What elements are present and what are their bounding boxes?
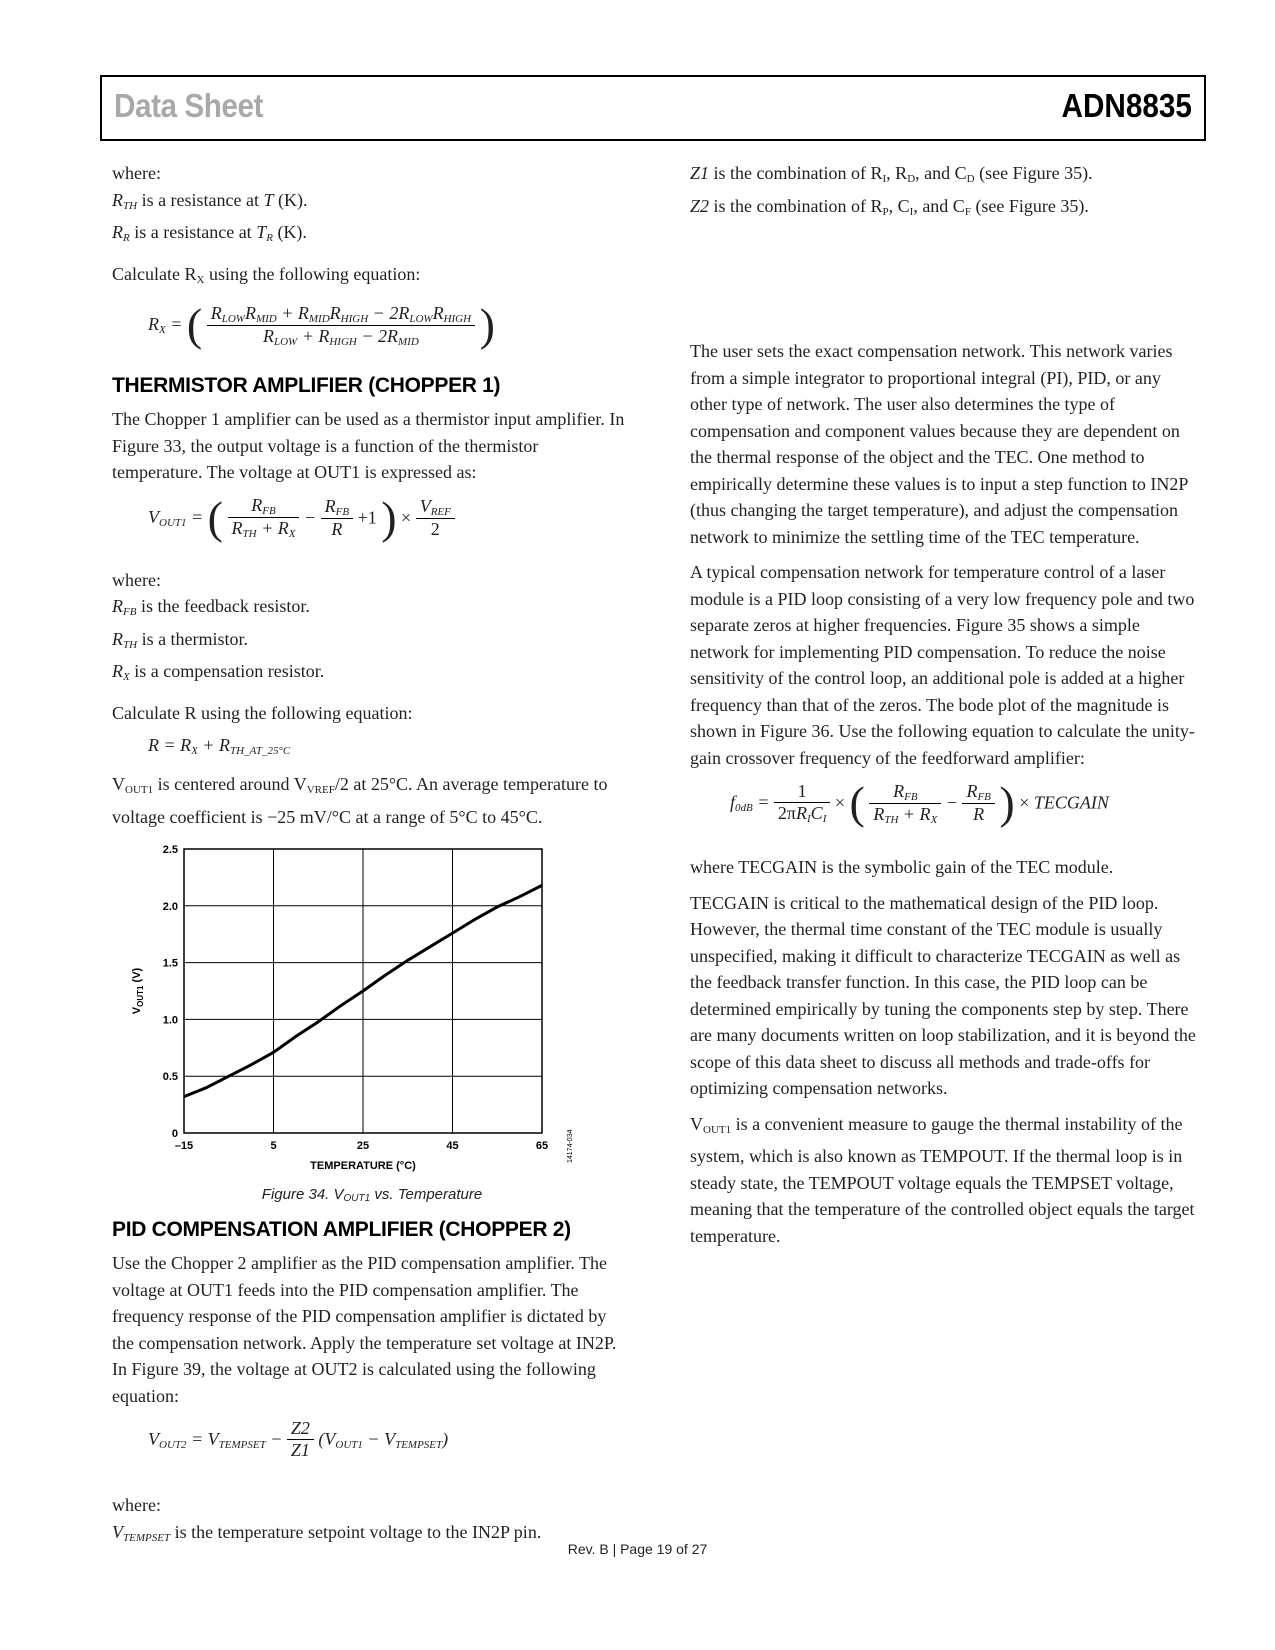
where-label-3: where: <box>112 1495 161 1515</box>
rx-equation: $R_X$ = ( $\frac{R_{LOW}R_{MID} + R_{MID}R_{HIGH} - 2R_{LOW}R_{HIGH}}{R_{LOW} + R_{HIGH} - 2R_{MID}}$ ) <box>148 299 495 350</box>
figure-34-caption: Figure 34. VOUT1 vs. Temperature <box>261 1186 483 1204</box>
y-tick-label: 0 <box>171 1128 178 1140</box>
x-tick-label: 45 <box>446 1140 459 1152</box>
rr-definition: $R_R$ is a resistance at $T_R$ (K). <box>112 222 307 244</box>
heading-pid-compensation: PID COMPENSATION AMPLIFIER (CHOPPER 2) <box>112 1218 571 1241</box>
y-tick-label: 2.0 <box>162 900 178 913</box>
calc-r-text: Calculate R using the following equation: <box>112 702 413 723</box>
rth-thermistor-definition: $R_{TH}$ is a thermistor. <box>112 628 249 651</box>
r-equation: $R = R_X + R_{TH\_AT\_25^\circ C}$ <box>148 735 291 757</box>
rth-definition: $R_{TH}$ is a resistance at T (K). <box>112 189 308 212</box>
rfb-definition: $R_{FB}$ is the feedback resistor. <box>112 596 310 618</box>
header-part-number: ADN8835 <box>1061 87 1192 124</box>
x-tick-label: 5 <box>270 1140 277 1152</box>
rx-definition: $R_X$ is a compensation resistor. <box>112 661 325 683</box>
vout-centered-paragraph: VOUT1 is centered around VVREF/2 at 25°C. An average temperature to voltage coefficient is −25 mV/°C at a range of 5°C to 45°C. <box>112 774 608 827</box>
tecgain-definition: where TECGAIN is the symbolic gain of the TEC module. <box>690 857 1114 877</box>
y-tick-label: 1.0 <box>162 1014 178 1027</box>
y-tick-label: 2.5 <box>162 844 178 856</box>
vout1-tempout-paragraph: VOUT1 is a convenient measure to gauge the thermal instability of the system, which is also known as TEMPOUT. If the thermal loop is in steady state, the TEMPOUT voltage equals the TEMPSET voltage, meaning that the temperature of the controlled object equals the target temperature. <box>690 1113 1195 1246</box>
tecgain-paragraph: TECGAIN is critical to the mathematical design of the PID loop. However, the thermal time constant of the TEC module is usually unspecified, making it difficult to characterize TECGAIN as well as the feedback transfer function. In this case, the PID loop can be determined empirically by tuning the components step by step. There are many documents written on loop stabilization, and it is beyond the scope of this data sheet to discuss all methods and trade-offs for optimizing compensation networks. <box>690 892 1196 1098</box>
y-tick-label: 0.5 <box>162 1071 178 1084</box>
x-tick-label: 65 <box>535 1140 549 1152</box>
x-axis-label: TEMPERATURE (°C) <box>310 1160 416 1172</box>
figure-code: 14174-034 <box>567 1129 574 1163</box>
page-header <box>100 75 1206 141</box>
f0db-equation: $f_{0dB}$ = $\frac{1}{2\pi R_IC_I}$ × ( $\frac{R_{FB}}{R_{TH} + R_X}$ − $\frac{R_{FB}}{R}$ ) × TECGAIN <box>730 777 1109 828</box>
user-compensation-paragraph: The user sets the exact compensation network. This network varies from a simple integrator to proportional integral (PI), PID, or any other type of network. The user also determines the type of compensation and component values because they are dependent on the thermal response of the object and the TEC. One method to empirically determine these values is to input a step function to IN2P (thus changing the target temperature), and adjust the compensation network to minimize the settling time of the TEC temperature. <box>690 341 1188 547</box>
vtempset-definition: $V_{TEMPSET}$ is the temperature setpoint voltage to the IN2P pin. <box>112 1521 542 1544</box>
calc-rx-text: Calculate RX using the following equation: <box>112 263 421 286</box>
vout2-equation: $V_{OUT2} = V_{TEMPSET}$ − $\frac{Z2}{Z1}$ $(V_{OUT1} - V_{TEMPSET})$ <box>148 1418 449 1460</box>
vout1-equation: $V_{OUT1}$ = ( $\frac{R_{FB}}{R_{TH} + R_X}$ − $\frac{R_{FB}}{R}$ +1 ) × $\frac{V_{REF}}{2}$ <box>148 495 632 559</box>
z2-definition: Z2 is the combination of RP, CI, and CF (see Figure 35). <box>690 195 1089 218</box>
x-tick-label: 25 <box>356 1140 370 1152</box>
where-label-2: where: <box>112 569 161 590</box>
chopper1-paragraph: The Chopper 1 amplifier can be used as a thermistor input amplifier. In Figure 33, the output voltage is a function of the thermistor temperature. The voltage at OUT1 is expressed as: <box>112 409 625 482</box>
pid-paragraph: Use the Chopper 2 amplifier as the PID compensation amplifier. The voltage at OUT1 feeds into the PID compensation amplifier. The frequency response of the PID compensation amplifier is dictated by the compensation network. Apply the temperature set voltage at IN2P. In Figure 39, the voltage at OUT2 is calculated using the following equation: <box>112 1253 617 1406</box>
y-axis-label: $V_{OUT1}$ (V) <box>131 967 145 1015</box>
page-footer: Rev. B | Page 19 of 27 <box>567 1541 708 1557</box>
where-label: where: <box>112 163 161 183</box>
typical-network-paragraph: A typical compensation network for temperature control of a laser module is a PID loop consisting of a very low frequency pole and two separate zeros at higher frequencies. Figure 35 shows a simple network for implementing PID compensation. To reduce the noise sensitivity of the control loop, an additional pole is added at a higher frequency than that of the zeros. The bode plot of the magnitude is shown in Figure 36. Use the following equation to calculate the unity-gain crossover frequency of the feedforward amplifier: <box>690 562 1195 768</box>
x-tick-label: –15 <box>174 1140 194 1152</box>
z1-definition: Z1 is the combination of RI, RD, and CD (see Figure 35). <box>690 163 1093 185</box>
right-column <box>690 160 1200 1258</box>
left-column <box>112 160 632 1560</box>
vout1-vs-temperature-chart <box>112 839 582 1184</box>
header-doc-type: Data Sheet <box>114 87 264 124</box>
y-tick-label: 1.5 <box>162 957 178 970</box>
heading-thermistor-amplifier: THERMISTOR AMPLIFIER (CHOPPER 1) <box>112 374 501 397</box>
